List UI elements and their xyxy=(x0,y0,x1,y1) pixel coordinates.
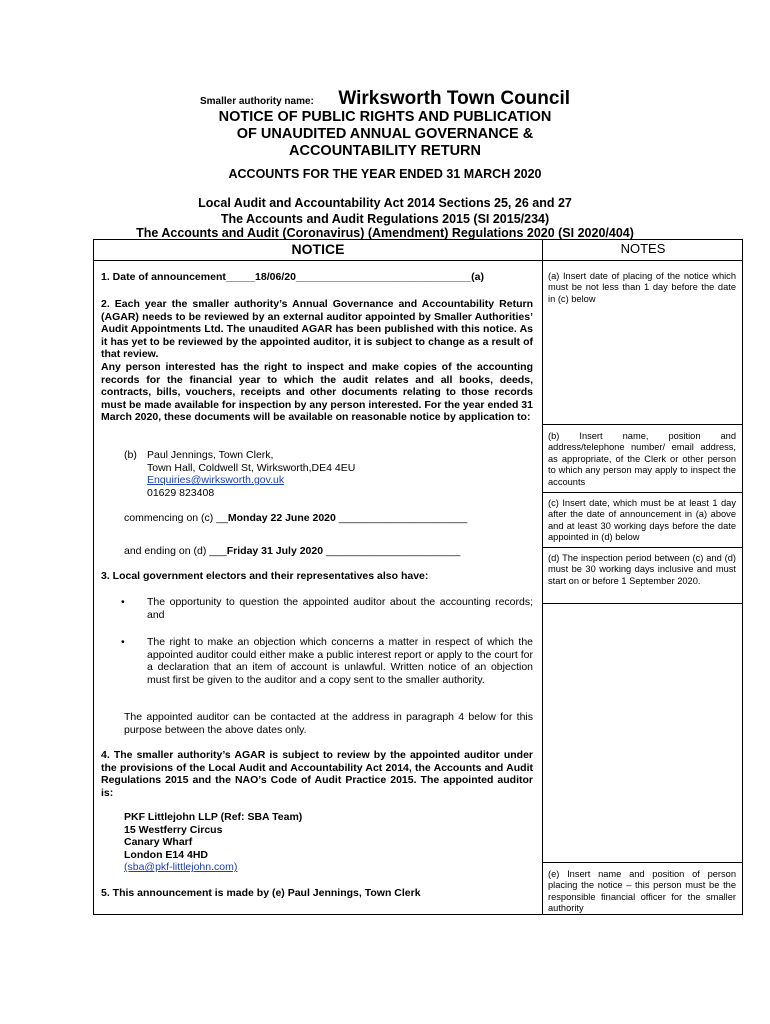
column-divider xyxy=(542,240,543,914)
notice-title-2: OF UNAUDITED ANNUAL GOVERNANCE & xyxy=(236,126,534,142)
ending-blank: _______________________ xyxy=(323,545,461,557)
paragraph-4: 4. The smaller authority’s AGAR is subject to review by the appointed auditor under the provisions of the Local Audit and Accountability Act 2014, the Accounts and Audit Regulations 2015 and the NAO’s Code of Audit Practice 2015. The appointed auditor is: xyxy=(101,749,533,799)
paragraph-2: 2. Each year the smaller authority’s Annual Governance and Accountability Return (AGAR) needs to be reviewed by an external auditor appointed by Smaller Authorities’ Audit Appointments Ltd. The unaudited AGAR has been published with this notice. As it has yet to be reviewed by the appointed auditor, it is subject to change as a result of that review. xyxy=(101,298,533,361)
note-e: (e) Insert name and position of person placing the notice – this person must be the responsible financial officer for the smaller authority xyxy=(548,869,736,914)
paragraph-3: 3. Local government electors and their representatives also have: xyxy=(101,570,429,582)
paragraph-2-inspection: Any person interested has the right to inspect and make copies of the accounting records for the financial year to which the audit relates and all books, deeds, contracts, bills, vouchers, receipts and other documents relating to those records must be made available for inspection by any person interested. For the year ended 31 March 2020, these documents will be available on reasonable notice by application to: xyxy=(101,361,533,424)
contact-marker: (b) xyxy=(124,449,137,461)
paragraph-1-date: 1. Date of announcement_____18/06/20______________________________(a) xyxy=(101,271,484,283)
commencing-blank: ______________________ xyxy=(335,512,468,524)
commencing-date: Monday 22 June 2020 xyxy=(227,512,336,524)
note-c: (c) Insert date, which must be at least 1 day after the date of announcement in (a) above and at least 30 working days before the date appointed in (d) below xyxy=(548,498,736,543)
note-b: (b) Insert name, position and address/telephone number/ email address, as appropriate, of the Clerk or other person to which any person may apply to inspect the accounts xyxy=(548,431,736,487)
note-divider-a xyxy=(542,424,742,425)
note-divider-e xyxy=(542,862,742,863)
header-divider xyxy=(94,260,742,261)
authority-name: Wirksworth Town Council xyxy=(338,88,571,109)
bullet-question-auditor: The opportunity to question the appointed auditor about the accounting records; and xyxy=(147,596,533,621)
ending-date: Friday 31 July 2020 xyxy=(226,545,324,557)
notice-heading: NOTICE xyxy=(291,241,345,257)
contact-line: Paul Jennings, Town Clerk, xyxy=(147,449,274,461)
auditor-email-link[interactable]: (sba@pkf-littlejohn.com) xyxy=(124,861,238,874)
notice-title-1: NOTICE OF PUBLIC RIGHTS AND PUBLICATION xyxy=(218,109,552,125)
contact-email-link[interactable]: Enquiries@wirksworth.gov.uk xyxy=(147,474,285,487)
auditor-address xyxy=(124,811,504,874)
auditor-line: Canary Wharf xyxy=(124,836,193,849)
auditor-line: PKF Littlejohn LLP (Ref: SBA Team) xyxy=(124,811,303,823)
bullet-icon: • xyxy=(121,636,125,648)
notice-title-3: ACCOUNTABILITY RETURN xyxy=(289,143,481,159)
note-d: (d) The inspection period between (c) and (d) must be 30 working days inclusive and must start on or before 1 September 2020. xyxy=(548,553,736,586)
contact-phone: 01629 823408 xyxy=(147,486,215,499)
ending-line xyxy=(124,545,534,558)
legislation-1: Local Audit and Accountability Act 2014 Sections 25, 26 and 27 xyxy=(198,196,572,210)
contact-line: Town Hall, Coldwell St, Wirksworth,DE4 4EU xyxy=(147,461,356,474)
commencing-label: commencing on (c) __ xyxy=(124,512,228,524)
bullet-objection: The right to make an objection which concerns a matter in respect of which the appointed auditor could either make a public interest report or apply to the court for a declaration that an item of account is unlawful. Written notice of an objection must first be given to the auditor and a copy sent to the smaller authority. xyxy=(147,636,533,686)
paragraph-5: 5. This announcement is made by (e) Paul Jennings, Town Clerk xyxy=(101,887,421,899)
note-divider-c xyxy=(542,547,742,548)
accounts-year-line: ACCOUNTS FOR THE YEAR ENDED 31 MARCH 2020 xyxy=(228,167,542,181)
commencing-line xyxy=(124,512,534,525)
ending-label: and ending on (d) ___ xyxy=(124,545,227,557)
auditor-line: London E14 4HD xyxy=(124,848,209,861)
note-divider-b xyxy=(542,492,742,493)
notes-heading: NOTES xyxy=(620,241,666,256)
auditor-line: 15 Westferry Circus xyxy=(124,823,223,836)
note-a: (a) Insert date of placing of the notice which must be not less than 1 day before the date in (c) below xyxy=(548,271,736,304)
legislation-2: The Accounts and Audit Regulations 2015 (SI 2015/234) xyxy=(220,212,550,226)
note-divider-d xyxy=(542,603,742,604)
authority-name-line xyxy=(0,88,770,110)
contact-block xyxy=(147,449,527,499)
legislation-3: The Accounts and Audit (Coronavirus) (Amendment) Regulations 2020 (SI 2020/404) xyxy=(136,226,634,240)
auditor-contact-text: The appointed auditor can be contacted at the address in paragraph 4 below for this purpose between the above dates only. xyxy=(124,711,533,736)
bullet-icon: • xyxy=(121,596,125,608)
authority-label: Smaller authority name: xyxy=(199,96,314,107)
